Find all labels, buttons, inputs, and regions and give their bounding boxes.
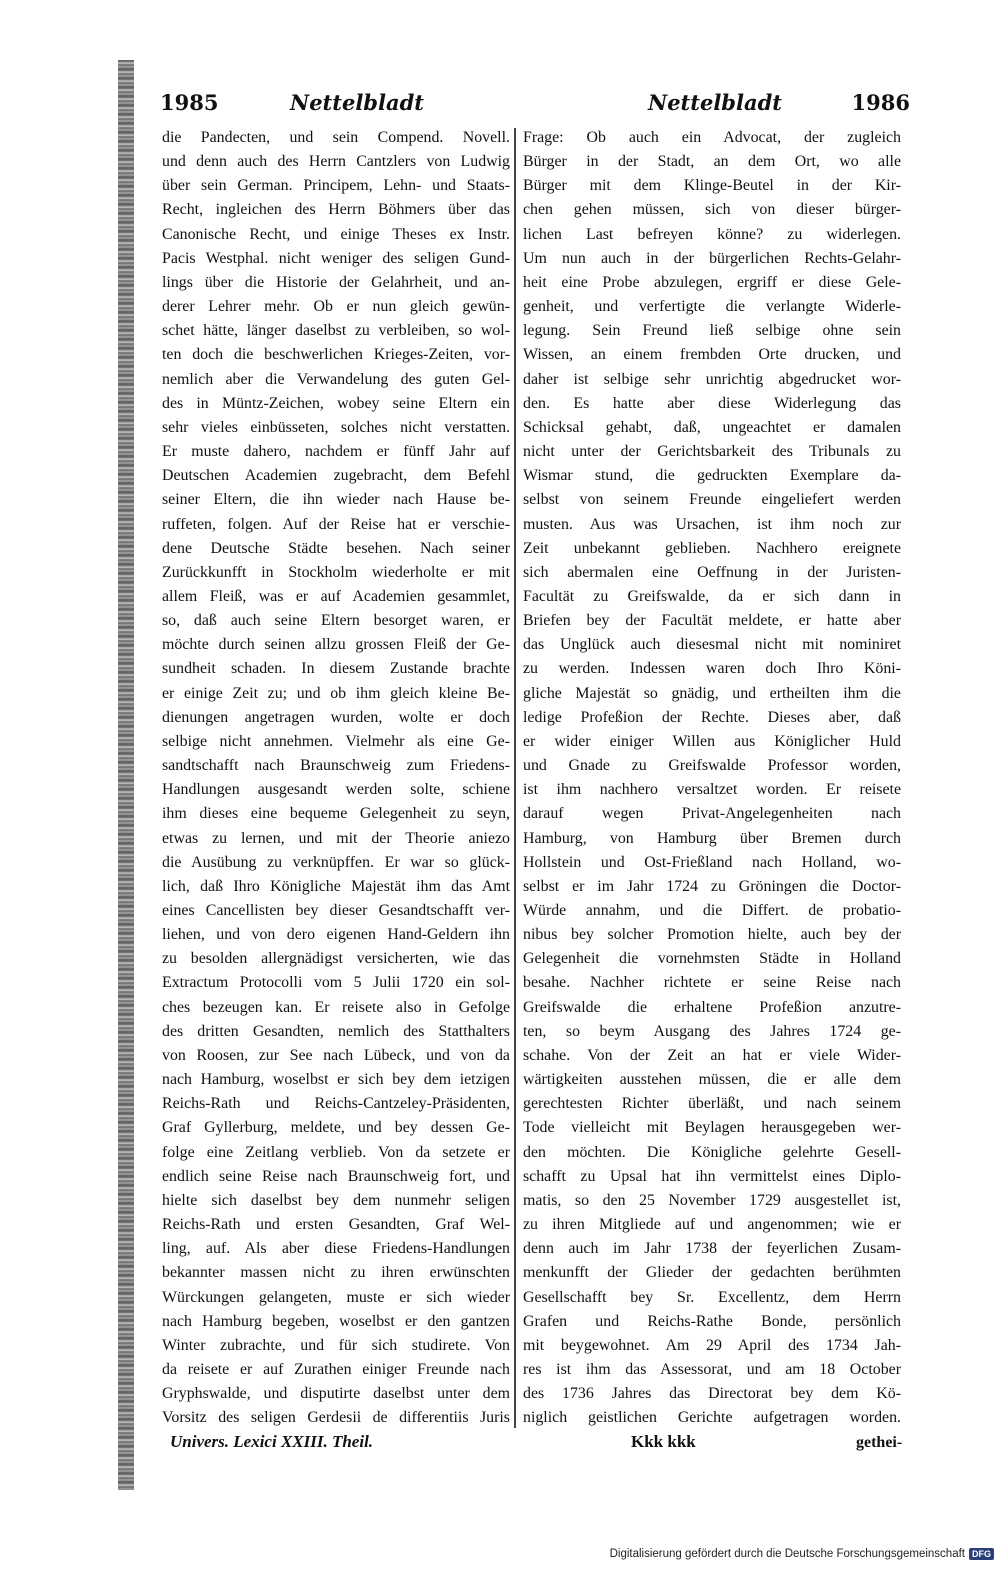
- text-line: Würckungen gelangeten, muste er sich wieder: [162, 1288, 510, 1306]
- text-line: matis, so den 25 November 1729 ausgestellet ist,: [523, 1191, 901, 1209]
- text-line: gerechtesten Richter überläßt, und nach seinem: [523, 1095, 901, 1113]
- text-line: lichen Last befreyen könne? zu widerlegen.: [523, 225, 901, 243]
- text-line: genheit, und verfertigte die verlangte Widerle-: [523, 298, 901, 316]
- text-line: das Unglück auch diesesmal nicht mit nominiret: [523, 636, 901, 654]
- text-line: Reichs-Rath und Reichs-Cantzeley-Präsidenten,: [162, 1095, 510, 1113]
- text-line: und Gnade zu Greifswalde Professor worden,: [523, 757, 901, 775]
- text-line: daher ist selbige sehr unrichtig abgedrucket wor-: [523, 370, 901, 388]
- text-line: sandtschafft nach Braunschweig zum Friedens-: [162, 757, 510, 775]
- text-line: des 1736 Jahres das Directorat bey dem Kö-: [523, 1385, 901, 1403]
- text-line: besahe. Nachher richtete er seine Reise nach: [523, 974, 901, 992]
- text-line: Handlungen ausgesandt werden solte, schiene: [162, 781, 510, 799]
- text-line: nach Hamburg begeben, woselbst er den gantzen: [162, 1312, 510, 1330]
- text-line: schet hätte, länger daselbst zu verbleiben, so wol-: [162, 322, 510, 340]
- headword-right: Nettelbladt: [648, 90, 782, 115]
- text-line: möchte durch seinen allzu grossen Fleiß der Ge-: [162, 636, 510, 654]
- text-line: sich abermalen eine Oeffnung in der Juristen-: [523, 563, 901, 581]
- text-line: Canonische Recht, und einige Theses ex Instr.: [162, 225, 510, 243]
- text-line: Graf Gyllerburg, meldete, und bey dessen Ge-: [162, 1119, 510, 1137]
- text-line: des dritten Gesandten, nemlich des Statthalters: [162, 1022, 510, 1040]
- text-line: Zurückkunfft in Stockholm wiederholte er mit: [162, 563, 510, 581]
- text-line: zu ihren Mitgliede auf und angenommen; wie er: [523, 1216, 901, 1234]
- text-line: und denn auch des Herrn Cantzlers von Ludwig: [162, 153, 510, 171]
- text-line: lings über die Historie der Gelahrheit, und an-: [162, 273, 510, 291]
- text-line: selbige nicht annehmen. Vielmehr als eine Ge-: [162, 732, 510, 750]
- text-line: des in Müntz-Zeichen, wobey seine Eltern ein: [162, 394, 510, 412]
- text-line: denn auch im Jahr 1738 der feyerlichen Zusam-: [523, 1240, 901, 1258]
- text-line: schahe. Von der Zeit an hat er viele Wider-: [523, 1046, 901, 1064]
- text-line: dienungen angetragen wurden, wolte er doch: [162, 708, 510, 726]
- text-line: Bürger in der Stadt, an dem Ort, wo alle: [523, 153, 901, 171]
- text-line: Greifswalde die erhaltene Profeßion anzutre-: [523, 998, 901, 1016]
- text-line: chen gehen müssen, sich von dieser bürger-: [523, 201, 901, 219]
- text-line: niglich geistlichen Gerichte aufgetragen worden.: [523, 1409, 901, 1426]
- digitization-credit: [610, 1548, 994, 1560]
- credit-text: Digitalisierung gefördert durch die Deutsche Forschungsgemeinschaft: [609, 1548, 965, 1560]
- text-line: selbst von seinem Freunde eingeliefert werden: [523, 491, 901, 509]
- text-line: derer Lehrer mehr. Ob er nun gleich gewün-: [162, 298, 510, 316]
- text-line: Zeit unbekannt geblieben. Nachhero ereignete: [523, 539, 901, 557]
- text-line: Briefen bey der Facultät meldete, er hatte aber: [523, 612, 901, 630]
- text-line: Wismar stund, die gedruckten Exemplare da-: [523, 467, 901, 485]
- text-line: ledige Profeßion der Rechte. Dieses aber, daß: [523, 708, 901, 726]
- text-line: über sein German. Principem, Lehn- und Staats-: [162, 177, 510, 195]
- text-line: darauf wegen Privat-Angelegenheiten nach: [523, 805, 901, 823]
- right-text-column: [523, 126, 901, 1426]
- text-line: folge eine Zeitlang verblieb. Von da setzete er: [162, 1143, 510, 1161]
- text-line: Bürger mit dem Klinge-Beutel in der Kir-: [523, 177, 901, 195]
- text-line: er wider einiger Willen aus Königlicher Huld: [523, 732, 901, 750]
- scan-border: [0, 0, 138, 1570]
- text-line: dene Deutsche Städte besehen. Nach seiner: [162, 539, 510, 557]
- text-line: eines Cancellisten bey dieser Gesandtschafft ver-: [162, 902, 510, 919]
- text-line: Recht, ingleichen des Herrn Böhmers über das: [162, 201, 510, 219]
- page-number-left: 1985: [160, 90, 219, 115]
- text-line: endlich seine Reise nach Braunschweig fort, und: [162, 1167, 510, 1185]
- text-line: Gesellschafft bey Sr. Excellentz, dem Herrn: [523, 1288, 901, 1306]
- text-line: hielte sich daselbst bey dem nunmehr seligen: [162, 1191, 510, 1209]
- text-line: die Ausübung zu verknüpffen. Er war so glück-: [162, 853, 510, 871]
- text-line: bekannter massen nicht zu ihren erwünschten: [162, 1264, 510, 1282]
- text-line: sehr vieles einbüsseten, solches nicht verstatten.: [162, 418, 510, 436]
- text-line: Facultät zu Greifswalde, da er sich dann in: [523, 587, 901, 605]
- text-line: ruffeten, folgen. Auf der Reise hat er verschie-: [162, 515, 510, 533]
- text-line: ten doch die beschwerlichen Krieges-Zeiten, vor-: [162, 346, 510, 364]
- text-line: menkunfft der Glieder der gedachten berühmten: [523, 1264, 901, 1282]
- text-line: gliche Majestät so gnädig, und ertheilten ihm die: [523, 684, 901, 702]
- text-line: etwas zu lernen, und mit der Theorie aniezo: [162, 829, 510, 847]
- text-line: Tode vielleicht mit Beylagen herausgegeben wer-: [523, 1119, 901, 1137]
- text-line: legung. Sein Freund ließ selbige ohne sein: [523, 322, 901, 340]
- text-line: liehen, und von dero eigenen Hand-Geldern ihn: [162, 926, 510, 944]
- text-line: Grafen und Reichs-Rathe Bonde, persönlich: [523, 1312, 901, 1330]
- text-line: lich, daß Ihro Königliche Majestät ihm das Amt: [162, 877, 510, 895]
- text-line: Winter zubrachte, und für sich studirete. Von: [162, 1336, 510, 1354]
- left-text-column: [162, 126, 510, 1426]
- dfg-logo: DFG: [969, 1548, 994, 1560]
- signature-mark-right: Kkk kkk: [631, 1432, 696, 1451]
- text-line: seiner Eltern, die ihn wieder nach Hause be-: [162, 491, 510, 509]
- text-line: ihm dieses eine bequeme Gelegenheit zu seyn,: [162, 805, 510, 823]
- text-line: Gryphswalde, und disputirte daselbst unter dem: [162, 1385, 510, 1403]
- column-divider: [514, 128, 516, 1428]
- text-line: Würde annahm, und die Differt. de probatio-: [523, 902, 901, 919]
- text-line: Extractum Protocolli vom 5 Julii 1720 ein sol-: [162, 974, 510, 992]
- text-line: Um nun auch in der bürgerlichen Rechts-Gelahr-: [523, 249, 901, 267]
- text-line: er einige Zeit zu; und ob ihm gleich kleine Be-: [162, 684, 510, 702]
- text-line: da reisete er auf Zurathen einiger Freunde nach: [162, 1360, 510, 1378]
- text-line: Schicksal gehabt, daß, ungeachtet er damalen: [523, 418, 901, 436]
- text-line: nach Hamburg, woselbst er sich bey dem ietzigen: [162, 1071, 510, 1089]
- text-line: den möchten. Die Königliche gelehrte Gesell-: [523, 1143, 901, 1161]
- text-line: wärtigkeiten ausstehen müssen, die er alle dem: [523, 1071, 901, 1089]
- text-line: nemlich aber die Verwandelung des guten Gel-: [162, 370, 510, 388]
- text-line: Vorsitz des seligen Gerdesii de differentiis Juris: [162, 1409, 510, 1426]
- text-line: Gelegenheit die vornehmsten Städte in Holland: [523, 950, 901, 968]
- catchword: gethei-: [856, 1434, 903, 1451]
- text-line: so, daß auch seine Eltern besorget waren, er: [162, 612, 510, 630]
- text-line: den. Es hatte aber diese Widerlegung das: [523, 394, 901, 412]
- text-line: selbst er im Jahr 1724 zu Gröningen die Doctor-: [523, 877, 901, 895]
- text-line: musten. Aus was Ursachen, ist ihm noch zur: [523, 515, 901, 533]
- page-number-right: 1986: [851, 90, 910, 115]
- headword-left: Nettelbladt: [290, 90, 424, 115]
- text-line: Reichs-Rath und ersten Gesandten, Graf Wel-: [162, 1216, 510, 1234]
- text-line: allem Fleiß, was er auf Academien gesammlet,: [162, 587, 510, 605]
- text-line: zu werden. Indessen waren doch Ihro Köni-: [523, 660, 901, 678]
- text-line: Deutschen Academien zugebracht, dem Befehl: [162, 467, 510, 485]
- text-line: ist ihm nachhero versaltzet worden. Er reisete: [523, 781, 901, 799]
- scan-edge-strip: [118, 60, 134, 1490]
- text-line: von Roosen, zur See nach Lübeck, und von da: [162, 1046, 510, 1064]
- page-header: [158, 90, 910, 122]
- text-line: sundheit schaden. In diesem Zustande brachte: [162, 660, 510, 678]
- text-line: nibus bey solcher Promotion hielte, auch bey der: [523, 926, 901, 944]
- text-line: heit eine Probe abzulegen, ergriff er diese Gele-: [523, 273, 901, 291]
- text-line: Frage: Ob auch ein Advocat, der zugleich: [523, 129, 901, 146]
- text-line: Er muste dahero, nachdem er fünff Jahr auf: [162, 443, 510, 461]
- text-line: Hollstein und Ost-Frießland nach Holland, wo-: [523, 853, 901, 871]
- text-line: zu besolden allergnädigst versicherten, wie das: [162, 950, 510, 968]
- text-line: Wissen, an einem frembden Orte drucken, und: [523, 346, 901, 364]
- text-line: ten, so beym Ausgang des Jahres 1724 ge-: [523, 1022, 901, 1040]
- text-line: res ist ihm das Assessorat, und am 18 October: [523, 1360, 901, 1378]
- text-line: ches bezeugen kan. Er reisete also in Gefolge: [162, 998, 510, 1016]
- signature-mark-left: Univers. Lexici XXIII. Theil.: [170, 1432, 374, 1451]
- text-line: Pacis Westphal. nicht weniger des seligen Gund-: [162, 249, 510, 267]
- text-line: ling, auf. Als aber diese Friedens-Handlungen: [162, 1240, 510, 1258]
- text-line: nicht unter der Gerichtsbarkeit des Tribunals zu: [523, 443, 901, 461]
- text-line: Hamburg, von Hamburg über Bremen durch: [523, 829, 901, 847]
- text-line: schafft zu Upsal hat ihn vermittelst eines Diplo-: [523, 1167, 901, 1185]
- text-line: die Pandecten, und sein Compend. Novell.: [162, 129, 510, 146]
- text-line: mit beygewohnet. Am 29 April des 1734 Jah-: [523, 1336, 901, 1354]
